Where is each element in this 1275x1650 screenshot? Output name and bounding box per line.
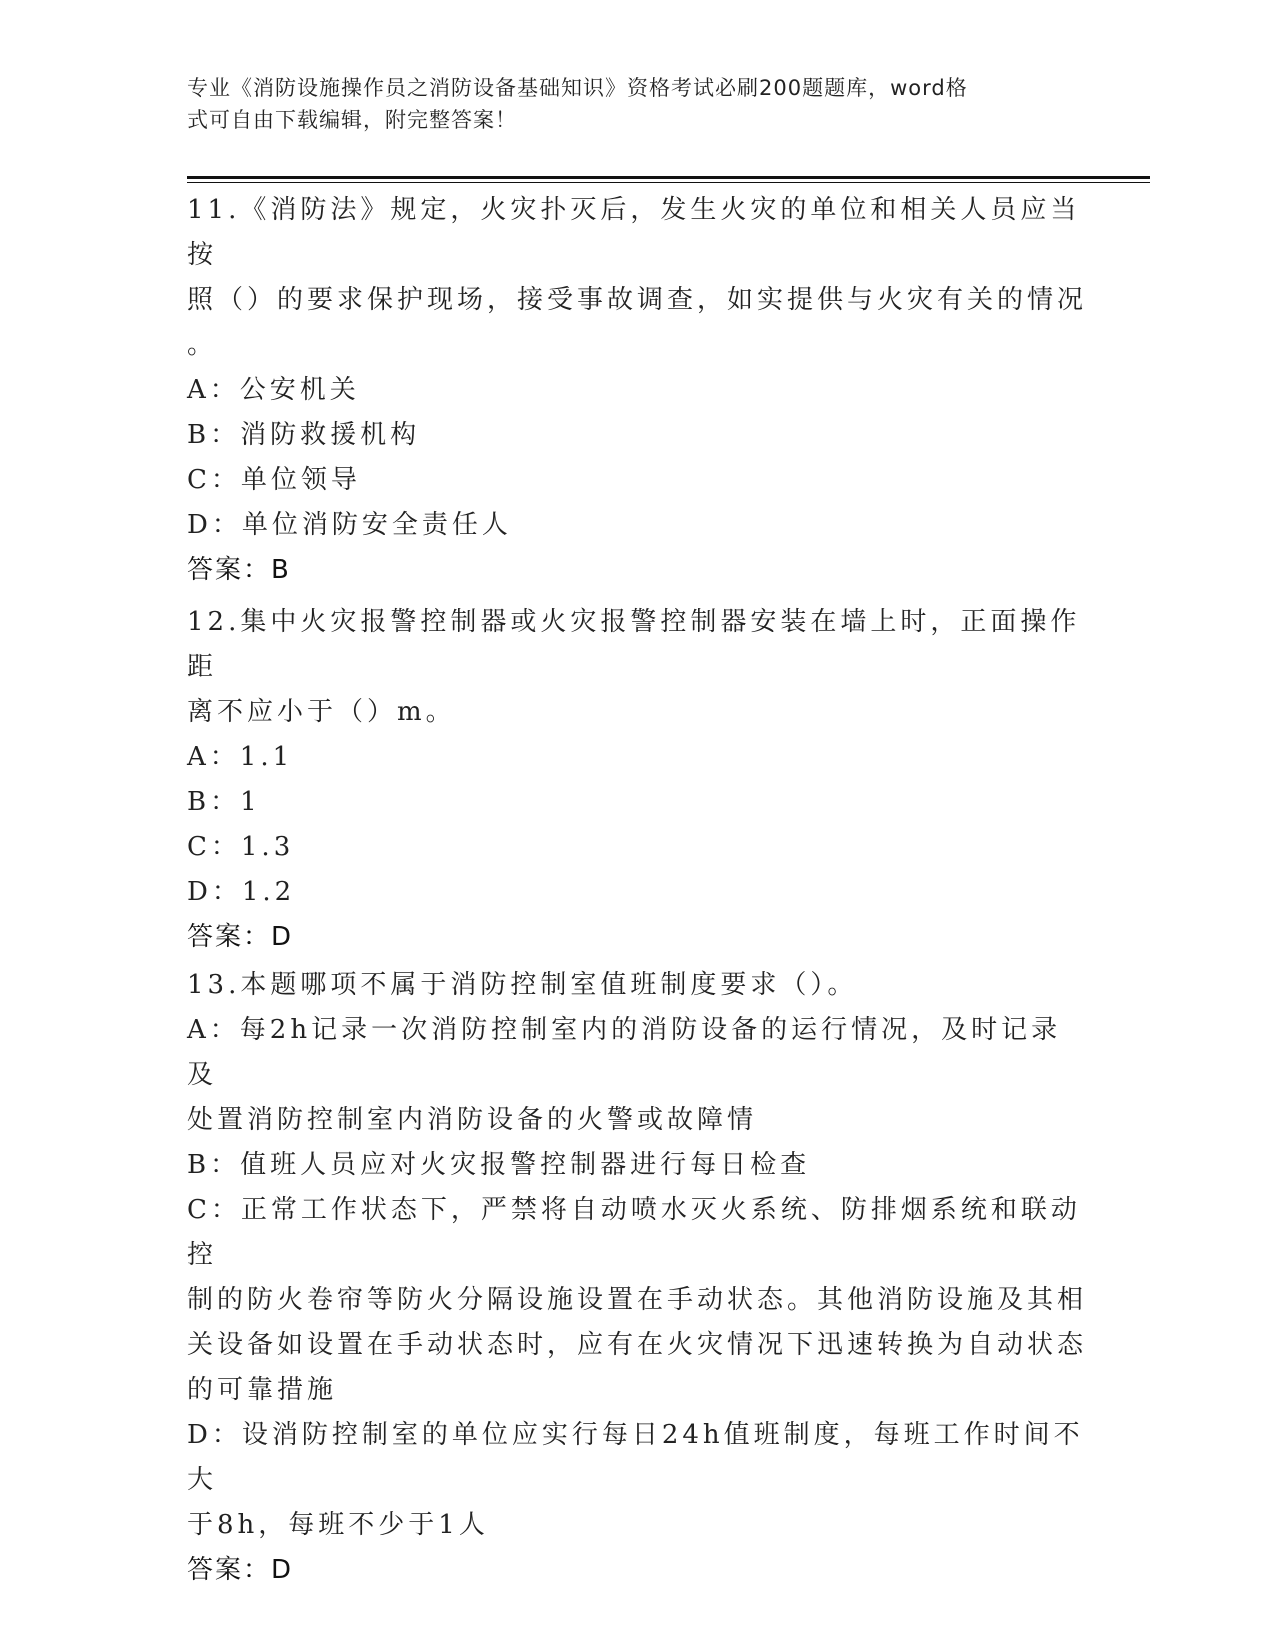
- option-b: B：1: [187, 787, 261, 817]
- option-d-line: D：设消防控制室的单位应实行每日24h值班制度，每班工作时间不大: [187, 1420, 1084, 1495]
- option-d: D：1.2: [187, 877, 296, 907]
- question-12: [187, 600, 1087, 960]
- option-a: A：公安机关: [187, 375, 360, 405]
- option-b: B：值班人员应对火灾报警控制器进行每日检查: [187, 1150, 811, 1180]
- answer: 答案：B: [187, 555, 291, 585]
- option-c-line: 关设备如设置在手动状态时，应有在火灾情况下迅速转换为自动状态: [187, 1330, 1088, 1360]
- question-11: [187, 188, 1087, 593]
- option-c: C：单位领导: [187, 465, 361, 495]
- header-line: 专业《消防设施操作员之消防设备基础知识》资格考试必刷200题题库，word格: [187, 76, 968, 100]
- option-c: C：1.3: [187, 832, 295, 862]
- header-divider-thin: [187, 182, 1150, 183]
- option-c-line: 制的防火卷帘等防火分隔设施设置在手动状态。其他消防设施及其相: [187, 1285, 1088, 1315]
- question-stem-line: 13.本题哪项不属于消防控制室值班制度要求（）。: [187, 970, 858, 1000]
- option-d-line: 于8h，每班不少于1人: [187, 1510, 489, 1540]
- option-c-line: 的可靠措施: [187, 1375, 338, 1405]
- question-stem-line: 照（）的要求保护现场，接受事故调查，如实提供与火灾有关的情况: [187, 285, 1088, 315]
- question-stem-line: 。: [187, 330, 218, 360]
- header-line: 式可自由下载编辑，附完整答案！: [187, 108, 517, 132]
- question-stem-line: 11.《消防法》规定，火灾扑灭后，发生火灾的单位和相关人员应当按: [187, 195, 1081, 270]
- option-b: B：消防救援机构: [187, 420, 421, 450]
- option-a-line: 处置消防控制室内消防设备的火警或故障情: [187, 1105, 758, 1135]
- document-header: [187, 72, 1067, 136]
- option-d: D：单位消防安全责任人: [187, 510, 512, 540]
- answer: 答案：D: [187, 1555, 294, 1585]
- header-divider: [187, 176, 1150, 179]
- option-c-line: C：正常工作状态下，严禁将自动喷水灭火系统、防排烟系统和联动控: [187, 1195, 1081, 1270]
- option-a: A：1.1: [187, 742, 294, 772]
- question-stem-line: 12.集中火灾报警控制器或火灾报警控制器安装在墙上时，正面操作距: [187, 607, 1081, 682]
- question-stem-line: 离不应小于（）m。: [187, 697, 456, 727]
- answer: 答案：D: [187, 922, 294, 952]
- option-a-line: A：每2h记录一次消防控制室内的消防设备的运行情况，及时记录及: [187, 1015, 1062, 1090]
- question-13: [187, 963, 1087, 1593]
